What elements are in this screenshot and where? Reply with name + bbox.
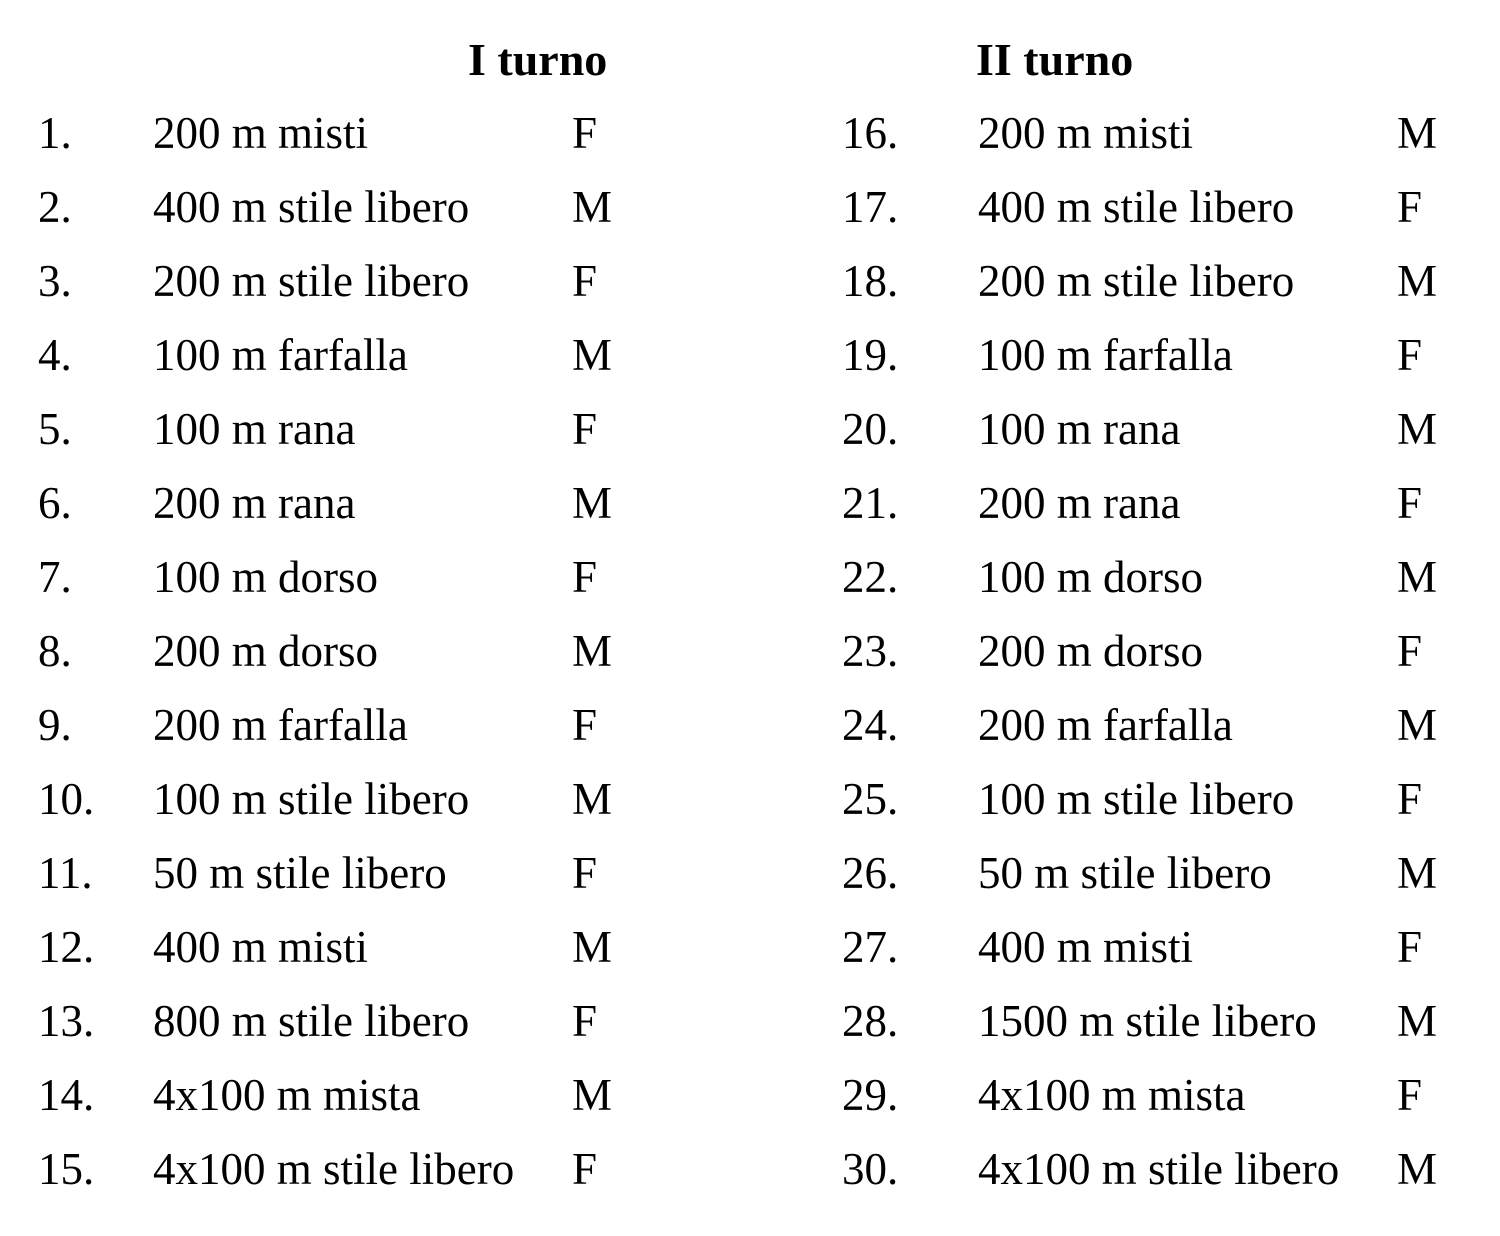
event-number: 6.: [38, 478, 72, 528]
event-number: 16.: [842, 108, 899, 158]
event-number: 17.: [842, 182, 899, 232]
event-sex: F: [572, 404, 598, 454]
event-sex: F: [572, 1144, 598, 1194]
event-name: 4x100 m mista: [153, 1070, 421, 1120]
event-name: 100 m stile libero: [978, 774, 1295, 824]
event-sex: M: [1397, 1144, 1438, 1194]
event-name: 200 m stile libero: [153, 256, 470, 306]
event-sex: F: [1397, 478, 1423, 528]
event-number: 15.: [38, 1144, 95, 1194]
event-name: 400 m misti: [153, 922, 369, 972]
event-number: 24.: [842, 700, 899, 750]
event-sex: F: [1397, 774, 1423, 824]
event-name: 100 m farfalla: [978, 330, 1233, 380]
event-number: 21.: [842, 478, 899, 528]
event-name: 200 m dorso: [153, 626, 378, 676]
event-number: 20.: [842, 404, 899, 454]
event-sex: M: [1397, 256, 1438, 306]
event-sex: M: [1397, 848, 1438, 898]
event-sex: M: [572, 478, 613, 528]
event-sex: F: [1397, 330, 1423, 380]
event-name: 400 m stile libero: [978, 182, 1295, 232]
event-name: 400 m stile libero: [153, 182, 470, 232]
event-name: 200 m farfalla: [153, 700, 408, 750]
event-number: 30.: [842, 1144, 899, 1194]
event-number: 11.: [38, 848, 93, 898]
event-sex: M: [572, 626, 613, 676]
event-sex: M: [1397, 108, 1438, 158]
event-name: 100 m rana: [978, 404, 1181, 454]
event-number: 5.: [38, 404, 72, 454]
event-name: 200 m stile libero: [978, 256, 1295, 306]
event-sex: F: [572, 700, 598, 750]
event-sex: M: [1397, 700, 1438, 750]
event-name: 200 m farfalla: [978, 700, 1233, 750]
event-number: 14.: [38, 1070, 95, 1120]
event-number: 29.: [842, 1070, 899, 1120]
event-name: 200 m rana: [153, 478, 356, 528]
event-name: 200 m rana: [978, 478, 1181, 528]
event-name: 400 m misti: [978, 922, 1194, 972]
event-name: 4x100 m stile libero: [153, 1144, 515, 1194]
event-number: 28.: [842, 996, 899, 1046]
event-number: 26.: [842, 848, 899, 898]
event-number: 27.: [842, 922, 899, 972]
event-name: 1500 m stile libero: [978, 996, 1317, 1046]
event-number: 25.: [842, 774, 899, 824]
event-name: 4x100 m mista: [978, 1070, 1246, 1120]
event-sex: F: [572, 996, 598, 1046]
event-sex: F: [1397, 626, 1423, 676]
event-name: 100 m dorso: [153, 552, 378, 602]
event-number: 13.: [38, 996, 95, 1046]
turno-1-heading: I turno: [468, 34, 608, 85]
event-name: 100 m dorso: [978, 552, 1203, 602]
event-name: 4x100 m stile libero: [978, 1144, 1340, 1194]
event-sex: M: [572, 774, 613, 824]
event-name: 800 m stile libero: [153, 996, 470, 1046]
event-sex: F: [572, 552, 598, 602]
event-sex: M: [1397, 404, 1438, 454]
event-number: 18.: [842, 256, 899, 306]
event-number: 10.: [38, 774, 95, 824]
event-sex: M: [572, 330, 613, 380]
event-name: 200 m misti: [153, 108, 369, 158]
event-number: 12.: [38, 922, 95, 972]
event-number: 9.: [38, 700, 72, 750]
event-number: 22.: [842, 552, 899, 602]
event-sex: F: [572, 108, 598, 158]
event-sex: M: [572, 182, 613, 232]
event-name: 50 m stile libero: [153, 848, 447, 898]
event-name: 100 m stile libero: [153, 774, 470, 824]
event-sex: F: [1397, 182, 1423, 232]
event-number: 3.: [38, 256, 72, 306]
event-sex: M: [1397, 552, 1438, 602]
event-sex: F: [572, 848, 598, 898]
event-name: 50 m stile libero: [978, 848, 1272, 898]
event-number: 2.: [38, 182, 72, 232]
event-sex: M: [1397, 996, 1438, 1046]
event-number: 8.: [38, 626, 72, 676]
event-number: 23.: [842, 626, 899, 676]
event-sex: M: [572, 922, 613, 972]
event-name: 200 m misti: [978, 108, 1194, 158]
event-number: 7.: [38, 552, 72, 602]
event-name: 100 m rana: [153, 404, 356, 454]
event-sex: F: [572, 256, 598, 306]
event-number: 19.: [842, 330, 899, 380]
event-sex: F: [1397, 922, 1423, 972]
turno-2-column: [800, 0, 1500, 1236]
event-name: 100 m farfalla: [153, 330, 408, 380]
event-sex: M: [572, 1070, 613, 1120]
event-number: 1.: [38, 108, 72, 158]
turno-2-heading: II turno: [976, 34, 1134, 85]
event-number: 4.: [38, 330, 72, 380]
event-name: 200 m dorso: [978, 626, 1203, 676]
event-sex: F: [1397, 1070, 1423, 1120]
